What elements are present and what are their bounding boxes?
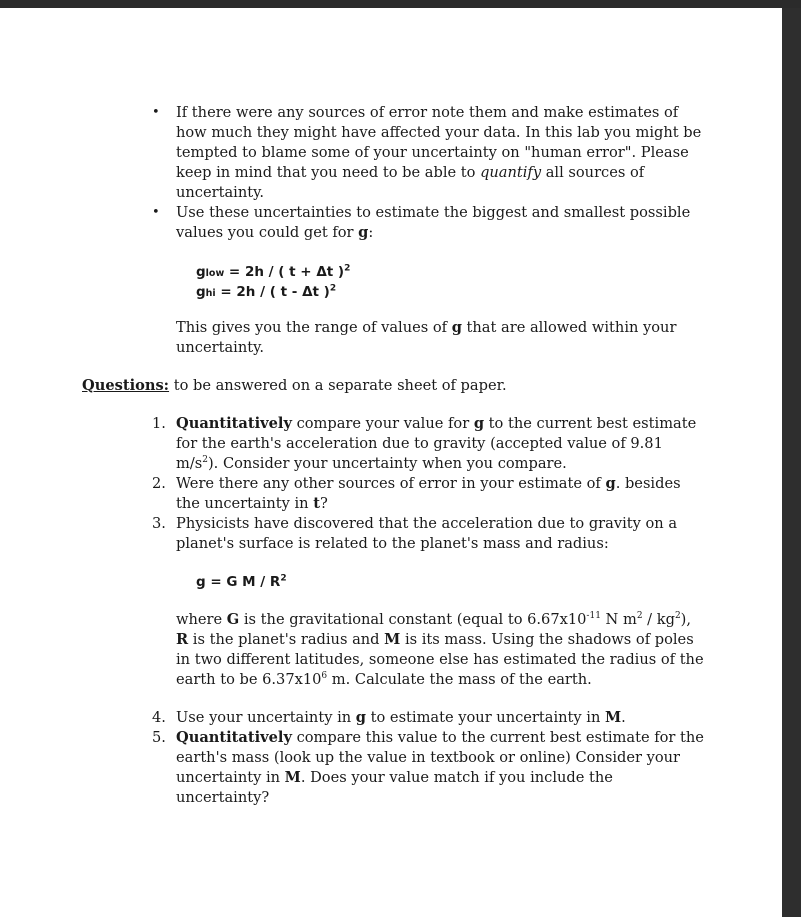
question-2: 2. Were there any other sources of error in your estimate of g. besides the uncertainty in t? (152, 475, 681, 512)
questions-heading: Questions: to be answered on a separate sheet of paper. (82, 377, 507, 394)
range-note: This gives you the range of values of g that are allowed within your uncertainty. (176, 319, 677, 356)
list-item: • If there were any sources of error note them and make estimates of how much they might have affected your data. In this lab you might be tempted to blame some of your uncertainty on "human error". Please keep in mind that you need to be able to quantify all sources of uncertainty. (152, 104, 702, 201)
formula-g-low: glow = 2h / ( t + Δt )$^2$ (196, 263, 351, 280)
questions-list-continued (148, 708, 708, 808)
window-top-bar (0, 0, 801, 8)
question-5: 5. Quantitatively compare this value to the current best estimate for the earth's mass (look up the value in textbook or online) Consider your uncertainty in M. Does your value match if you include the uncertainty? (152, 729, 704, 806)
question-3-continuation: where G is the gravitational constant (equal to $6.67x10^{-11}$ N $m^2 / kg^2$), R is the planet's radius and M is its mass. Using the shadows of poles in two different latitudes, someone else has estimated the radius of the earth to be $6.37x10^6$ m. Calculate the mass of the earth. (176, 611, 704, 688)
questions-list (148, 414, 708, 554)
formula-g-hi: ghi = 2h / ( t - Δt )$^2$ (196, 283, 337, 300)
list-item: • Use these uncertainties to estimate the biggest and smallest possible values you could get for g: (152, 204, 691, 241)
question-4: 4. Use your uncertainty in g to estimate your uncertainty in M. (152, 709, 626, 726)
instruction-list (148, 103, 708, 243)
bullet-icon: • (152, 205, 160, 220)
question-1: 1. Quantitatively compare your value for g to the current best estimate for the earth's acceleration due to gravity (accepted value of 9.81 $m/s^2$). Consider your uncertainty when you compare. (152, 415, 697, 472)
question-3: 3. Physicists have discovered that the acceleration due to gravity on a planet's surface is related to the planet's mass and radius: (152, 515, 678, 552)
formula-g-gm-r2: g = G M / $R^2$ (196, 573, 287, 590)
bullet-icon: • (152, 105, 160, 120)
window-right-edge (782, 8, 801, 917)
